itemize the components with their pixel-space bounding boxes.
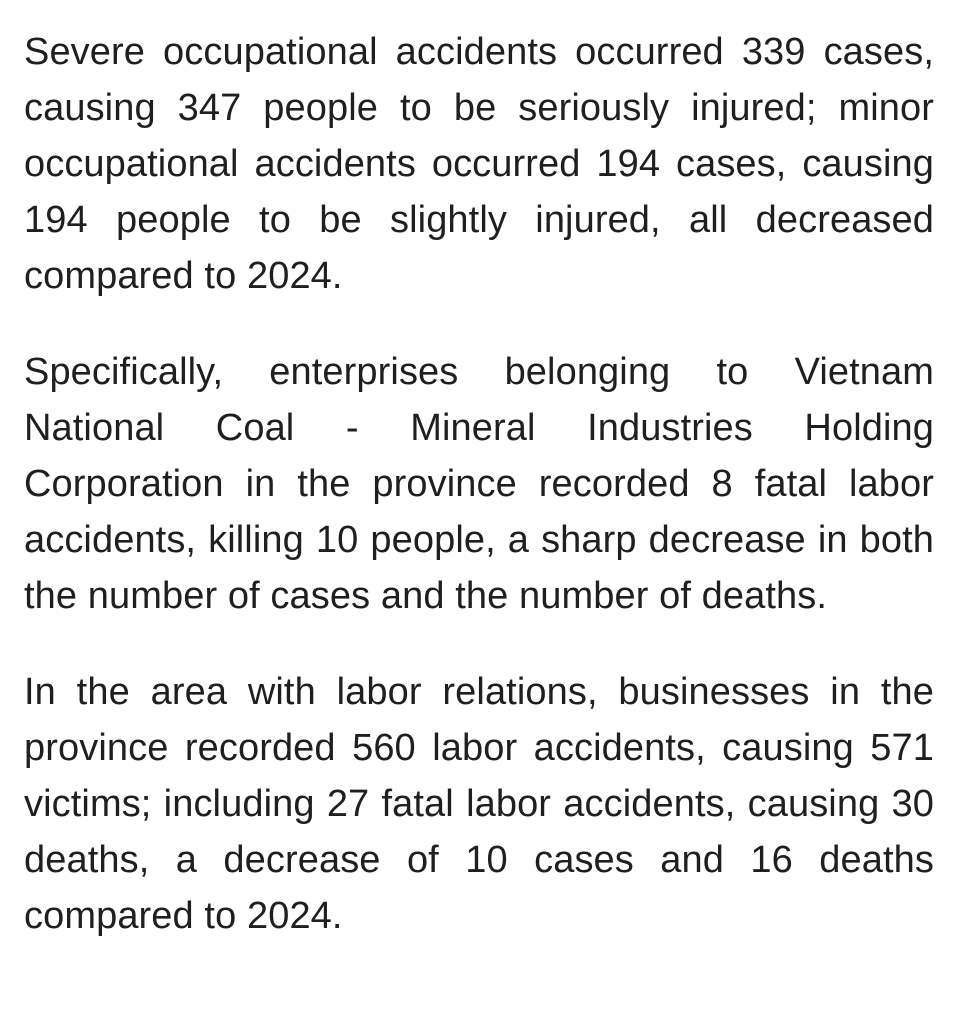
article-paragraph: Severe occupational accidents occurred 339 cases, causing 347 people to be seriously injured; minor occupational accidents occurred 194 cases, causing 194 people to be slightly injured, all decreased compared to 2024. (24, 31, 934, 297)
article-body (24, 24, 934, 944)
article-paragraph: Specifically, enterprises belonging to Vietnam National Coal - Mineral Industries Holding Corporation in the province recorded 8 fatal labor accidents, killing 10 people, a sharp decrease in both the number of cases and the number of deaths. (24, 351, 934, 617)
article-paragraph: In the area with labor relations, businesses in the province recorded 560 labor accidents, causing 571 victims; including 27 fatal labor accidents, causing 30 deaths, a decrease of 10 cases and 16 deaths compared to 2024. (24, 671, 934, 937)
